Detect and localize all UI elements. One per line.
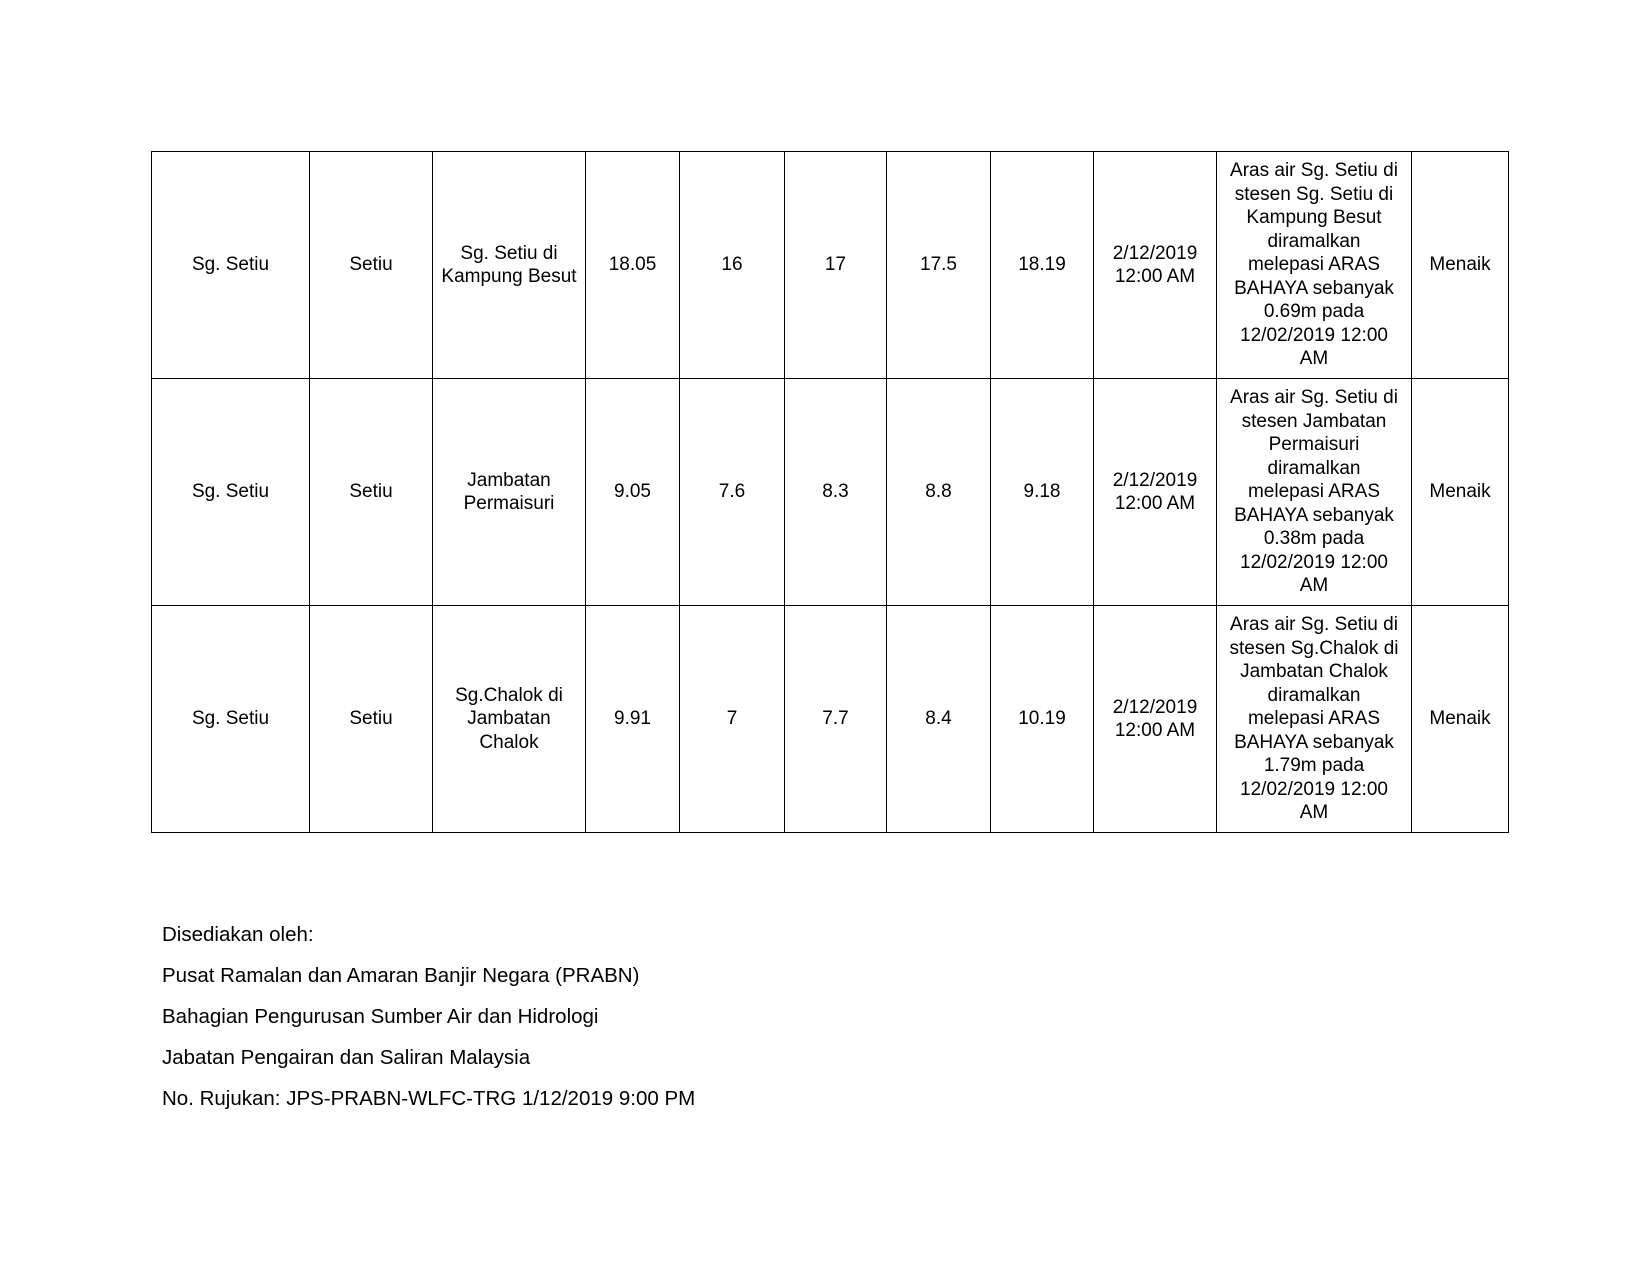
river-cell: Sg. Setiu: [152, 606, 310, 833]
current-level-cell: 9.91: [586, 606, 680, 833]
river-cell: Sg. Setiu: [152, 379, 310, 606]
forecast-time-cell: 2/12/2019 12:00 AM: [1094, 152, 1217, 379]
table-row: [152, 379, 1509, 606]
alert-level-cell: 7.7: [785, 606, 887, 833]
department-name: Jabatan Pengairan dan Saliran Malaysia: [162, 1046, 531, 1069]
forecast-note-cell: Aras air Sg. Setiu di stesen Sg. Setiu di Kampung Besut diramalkan melepasi ARAS BAHAYA sebanyak 0.69m pada 12/02/2019 12:00 AM: [1217, 152, 1412, 379]
forecast-note-cell: Aras air Sg. Setiu di stesen Sg.Chalok di Jambatan Chalok diramalkan melepasi ARAS BAHAYA sebanyak 1.79m pada 12/02/2019 12:00 AM: [1217, 606, 1412, 833]
river-cell: Sg. Setiu: [152, 152, 310, 379]
alert-level-cell: 17: [785, 152, 887, 379]
district-cell: Setiu: [310, 606, 433, 833]
district-cell: Setiu: [310, 379, 433, 606]
alert-level-cell: 8.3: [785, 379, 887, 606]
current-level-cell: 9.05: [586, 379, 680, 606]
station-cell: Jambatan Permaisuri: [433, 379, 586, 606]
forecast-level-cell: 10.19: [991, 606, 1094, 833]
table-row: [152, 606, 1509, 833]
prepared-by-block: [162, 914, 695, 1119]
flood-forecast-table: [151, 151, 1509, 833]
prepared-by-label: Disediakan oleh:: [162, 923, 314, 946]
trend-cell: Menaik: [1412, 606, 1509, 833]
normal-level-cell: 7: [680, 606, 785, 833]
trend-cell: Menaik: [1412, 152, 1509, 379]
station-cell: Sg.Chalok di Jambatan Chalok: [433, 606, 586, 833]
station-cell: Sg. Setiu di Kampung Besut: [433, 152, 586, 379]
trend-cell: Menaik: [1412, 379, 1509, 606]
forecast-note-cell: Aras air Sg. Setiu di stesen Jambatan Permaisuri diramalkan melepasi ARAS BAHAYA sebanyak 0.38m pada 12/02/2019 12:00 AM: [1217, 379, 1412, 606]
division-name: Bahagian Pengurusan Sumber Air dan Hidrologi: [162, 1005, 599, 1028]
normal-level-cell: 16: [680, 152, 785, 379]
reference-number: No. Rujukan: JPS-PRABN-WLFC-TRG 1/12/2019 9:00 PM: [162, 1087, 696, 1110]
forecast-time-cell: 2/12/2019 12:00 AM: [1094, 606, 1217, 833]
forecast-level-cell: 18.19: [991, 152, 1094, 379]
table-row: [152, 152, 1509, 379]
normal-level-cell: 7.6: [680, 379, 785, 606]
center-name: Pusat Ramalan dan Amaran Banjir Negara (PRABN): [162, 964, 640, 987]
forecast-time-cell: 2/12/2019 12:00 AM: [1094, 379, 1217, 606]
warning-level-cell: 8.8: [887, 379, 991, 606]
warning-level-cell: 17.5: [887, 152, 991, 379]
current-level-cell: 18.05: [586, 152, 680, 379]
warning-level-cell: 8.4: [887, 606, 991, 833]
forecast-level-cell: 9.18: [991, 379, 1094, 606]
district-cell: Setiu: [310, 152, 433, 379]
